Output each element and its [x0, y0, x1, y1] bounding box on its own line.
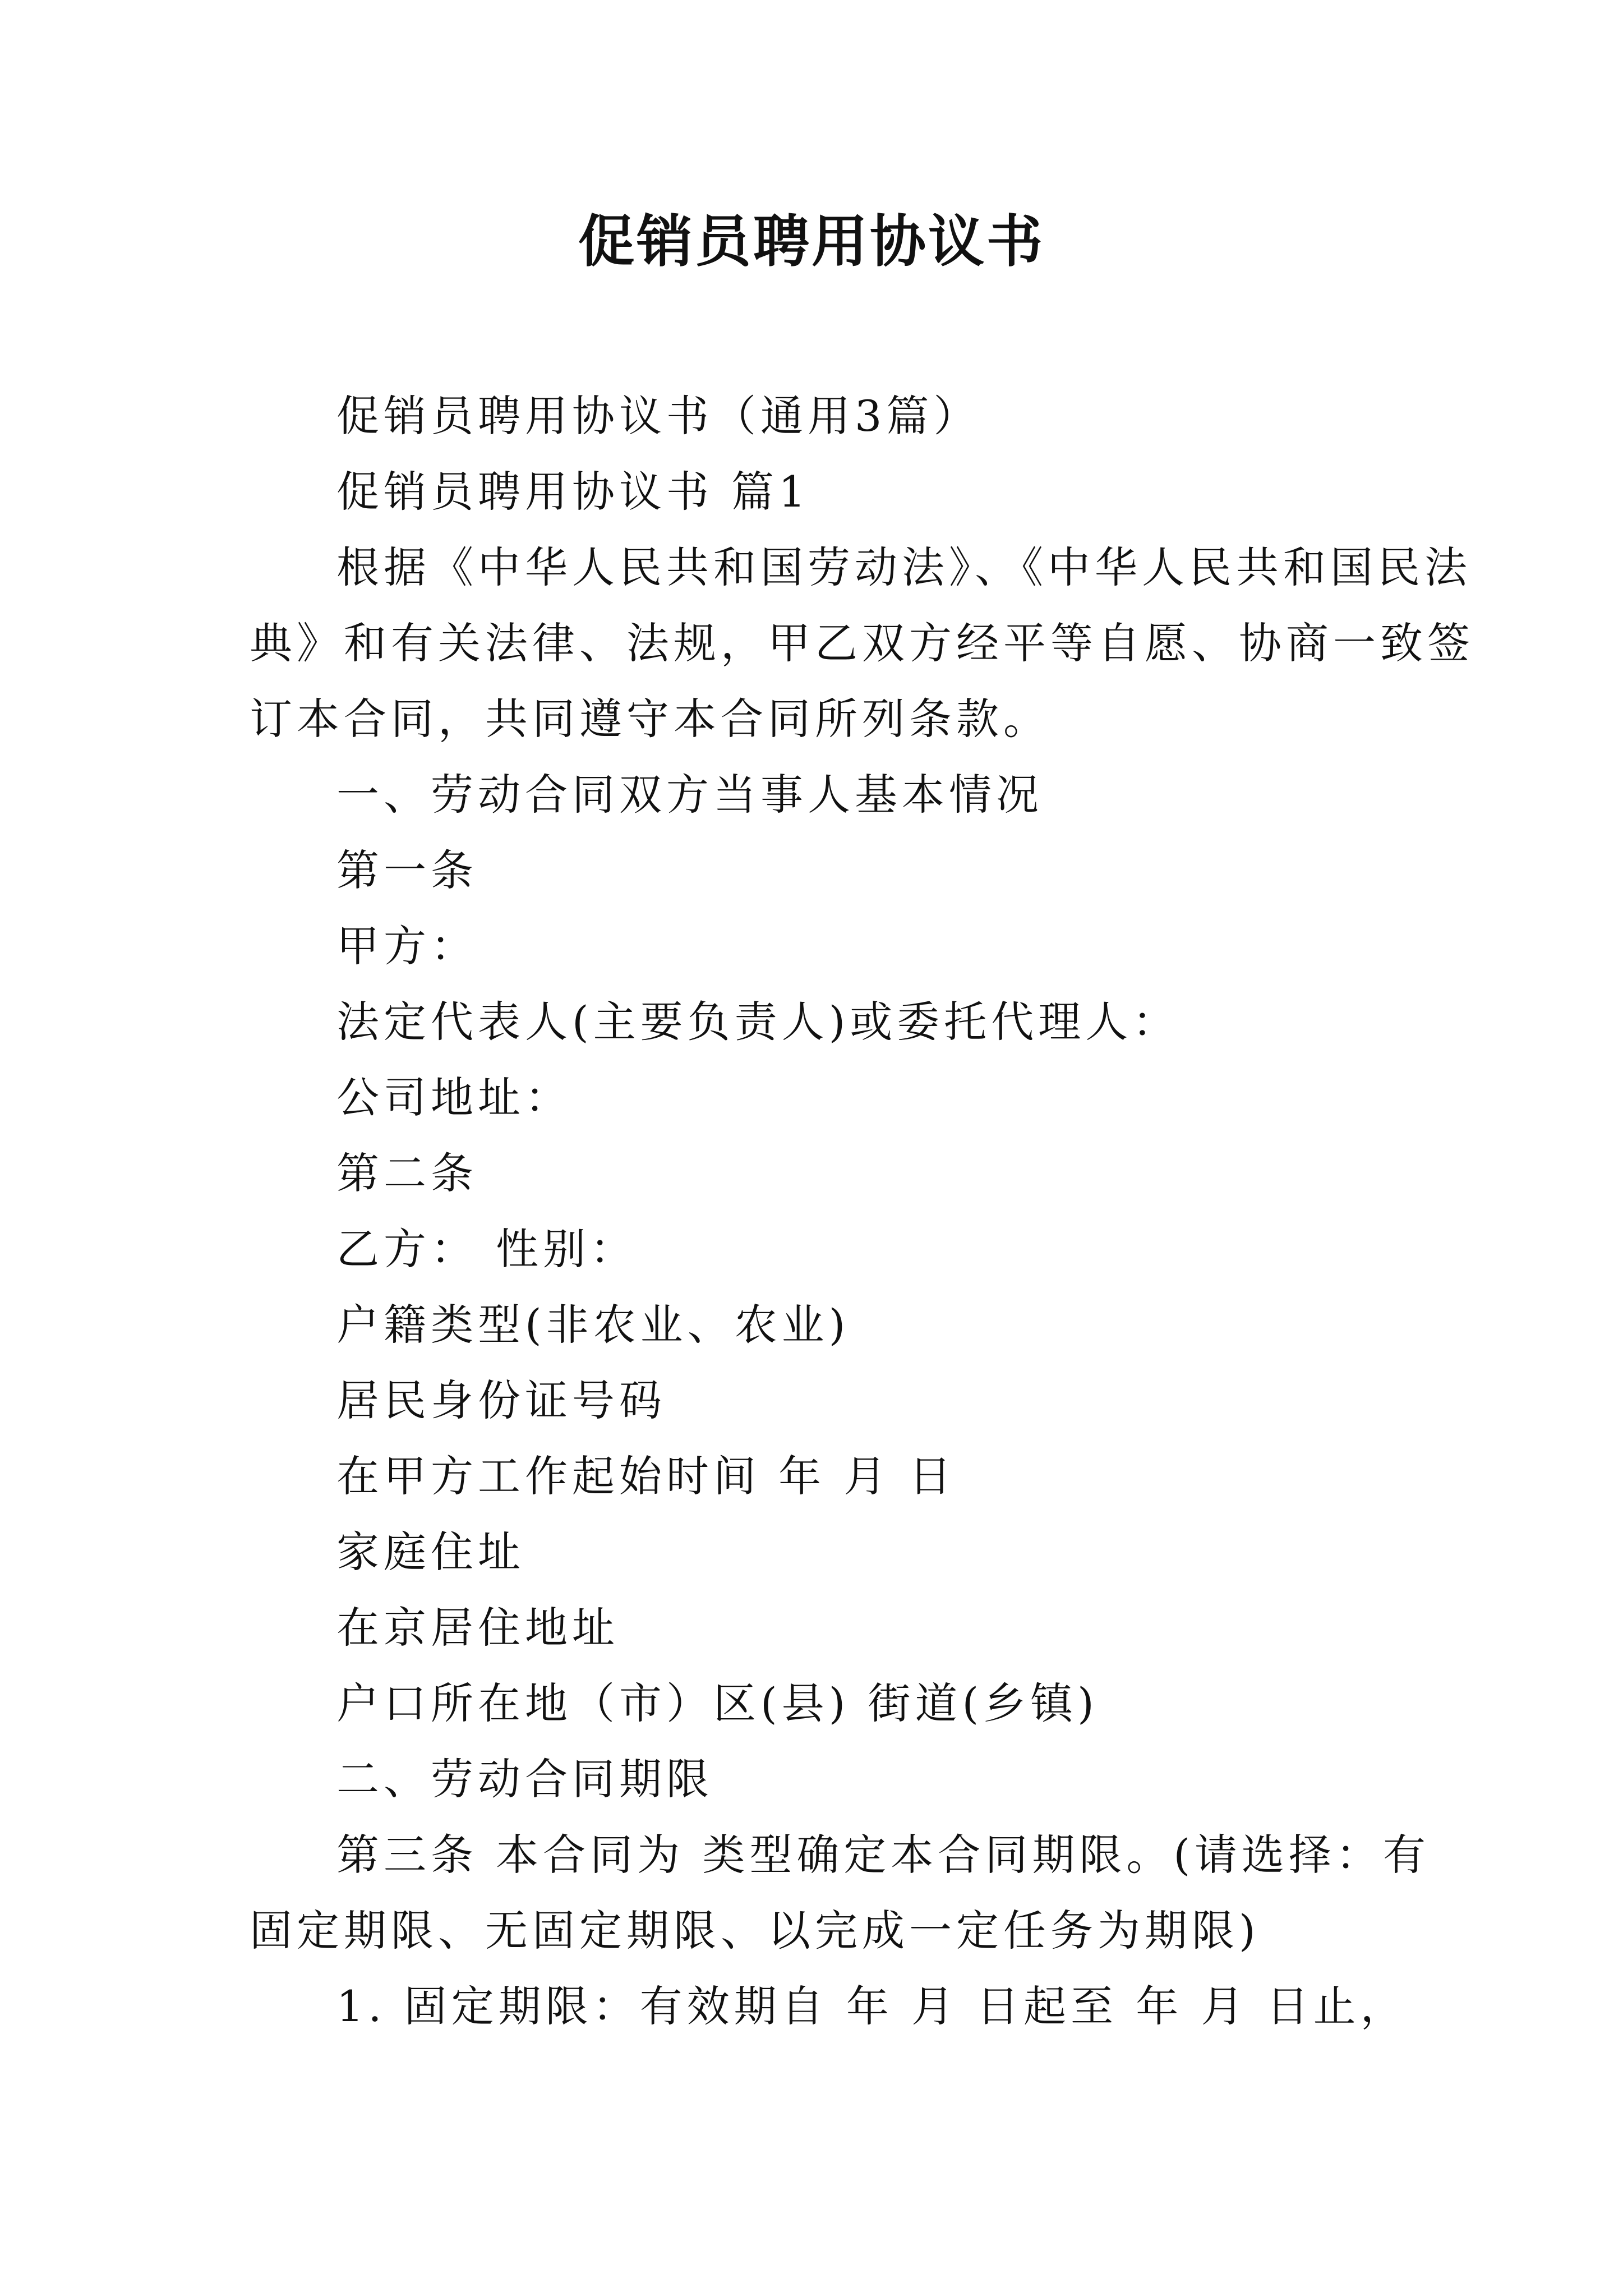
doc-line-field: 家庭住址 — [336, 1527, 525, 1577]
doc-line-paragraph: 第三条 本合同为 类型确定本合同期限。(请选择：有 — [336, 1830, 1430, 1880]
doc-line-article: 第二条 — [336, 1148, 478, 1198]
doc-line-field: 户口所在地（市）区(县) 街道(乡镇) — [336, 1678, 1099, 1728]
doc-line-field: 居民身份证号码 — [336, 1375, 666, 1425]
doc-line-field: 甲方： — [336, 921, 478, 971]
doc-line-paragraph: 1. 固定期限：有效期自 年 月 日起至 年 月 日止， — [336, 1981, 1408, 2031]
doc-line-field: 户籍类型(非农业、农业) — [336, 1300, 850, 1350]
doc-line-field: 法定代表人(主要负责人)或委托代理人： — [336, 997, 1180, 1047]
doc-line-section-heading: 促销员聘用协议书 篇1 — [336, 467, 810, 517]
doc-line-subtitle: 促销员聘用协议书（通用3篇） — [336, 391, 981, 441]
doc-line-field: 在京居住地址 — [336, 1603, 619, 1653]
doc-line-heading: 二、劳动合同期限 — [336, 1754, 713, 1804]
doc-line-field: 在甲方工作起始时间 年 月 日 — [336, 1451, 956, 1501]
doc-line-paragraph: 固定期限、无固定期限、以完成一定任务为期限) — [250, 1906, 1260, 1955]
doc-line-field: 公司地址： — [336, 1073, 572, 1122]
document-title: 促销员聘用协议书 — [578, 208, 1045, 274]
doc-line-paragraph: 根据《中华人民共和国劳动法》、《中华人民共和国民法 — [336, 542, 1472, 592]
doc-line-paragraph: 典》和有关法律、法规，甲乙双方经平等自愿、协商一致签 — [250, 618, 1474, 668]
doc-line-paragraph: 订本合同，共同遵守本合同所列条款。 — [250, 694, 1050, 744]
doc-line-heading: 一、劳动合同双方当事人基本情况 — [336, 770, 1043, 820]
doc-line-article: 第一条 — [336, 845, 478, 895]
doc-line-field: 乙方： 性别： — [336, 1224, 638, 1274]
